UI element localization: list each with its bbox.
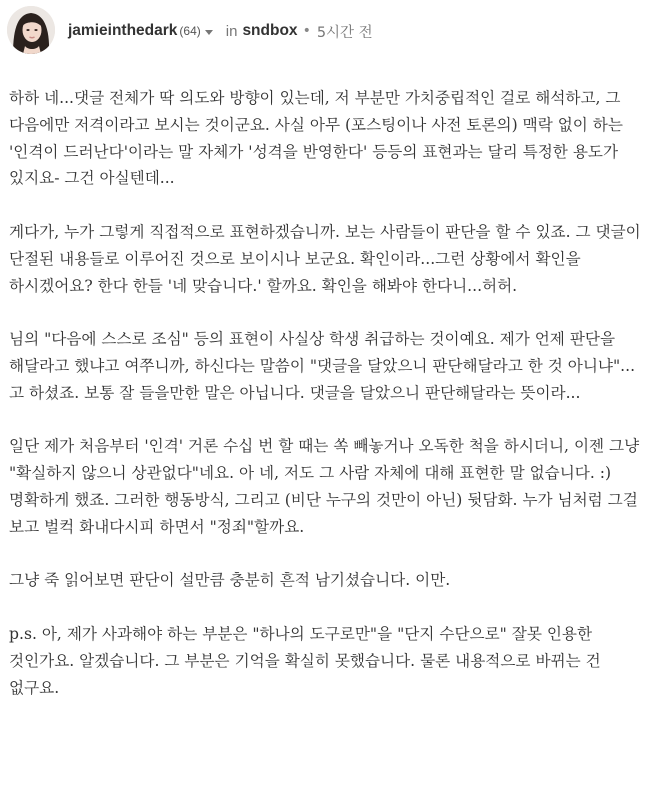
caret-down-icon[interactable]: [205, 30, 213, 35]
post-header: [0, 0, 650, 66]
separator-dot: •: [302, 23, 311, 39]
user-avatar[interactable]: [7, 6, 55, 54]
comment-paragraph: 그냥 죽 읽어보면 판단이 설만큼 충분히 흔적 남기셨습니다. 이만.: [9, 571, 451, 590]
comment-paragraph: 게다가, 누가 그렇게 직접적으로 표현하겠습니까. 보는 사람들이 판단을 할 수 있죠. 그 댓글이 단절된 내용들로 이루어진 것으로 보이시나 보군요. 확인이라...그런 상황에서 확인을 하시겠어요? 한다 한들 '네 맞습니다.' 할까요. 확인을 해봐야 한다니...허허.: [9, 222, 641, 295]
comment-paragraph: 님의 "다음에 스스로 조심" 등의 표현이 사실상 학생 취급하는 것이예요. 제가 언제 판단을 해달라고 했냐고 여쭈니까, 하신다는 말씀이 "댓글을 달았으니 판단해달라고 한 것 아니냐"...고 하셨죠. 보통 잘 들을만한 말은 아닙니다. 댓글을 달았으니 판단해달라는 뜻이라...: [9, 330, 636, 402]
community-link[interactable]: sndbox: [242, 22, 298, 39]
in-label: in: [225, 22, 238, 40]
post-time[interactable]: 5시간 전: [316, 24, 373, 41]
comment-paragraph: 하하 네...댓글 전체가 딱 의도와 방향이 있는데, 저 부분만 가치중립적인 걸로 해석하고, 그 다음에만 저격이라고 보시는 것이군요. 사실 아무 (포스팅이나 사전 토론의) 맥락 없이 하는 '인격이 드러난다'이라는 말 자체가 '성격을 반영한다' 등등의 표현과는 달리 특정한 용도가 있지요- 그건 아실텐데...: [9, 89, 623, 188]
comment-paragraph: 일단 제가 처음부터 '인격' 거론 수십 번 할 때는 쏙 빼놓거나 오독한 척을 하시더니, 이젠 그냥 "확실하지 않으니 상관없다"네요. 아 네, 저도 그 사람 자체에 대해 표현한 말 없습니다. :) 명확하게 했죠. 그러한 행동방식, 그리고 (비단 누구의 것만이 아닌) 뒷담화. 누가 님처럼 그걸 보고 벌컥 화내다시피 하면서 "정죄"할까요.: [9, 437, 640, 536]
author-link[interactable]: jamieinthedark: [68, 22, 178, 39]
post-meta: [68, 20, 373, 42]
comment-paragraph: p.s. 아, 제가 사과해야 하는 부분은 "하나의 도구로만"을 "단지 수단으로" 잘못 인용한 것인가요. 알겠습니다. 그 부분은 기억을 확실히 못했습니다. 물론 내용적으로 바뀌는 건 없구요.: [9, 624, 601, 697]
avatar-icon: [7, 6, 55, 54]
reputation-score: (64): [179, 24, 201, 38]
comment-body: [9, 85, 643, 701]
